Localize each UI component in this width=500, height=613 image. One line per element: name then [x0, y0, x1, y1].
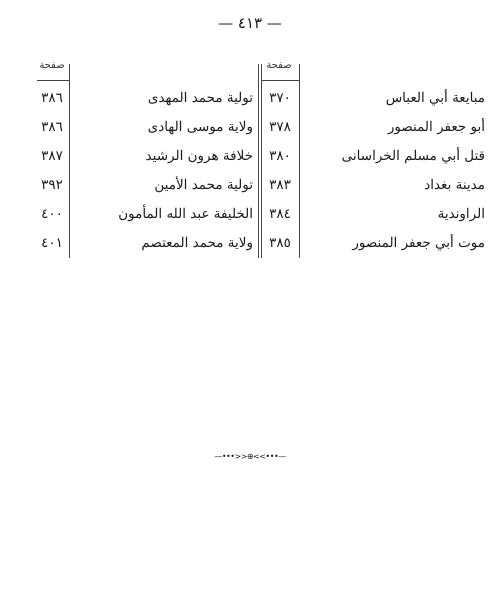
left-entry-title: ولاية موسى الهادى	[147, 119, 253, 135]
right-page-number: ٣٨٣	[269, 177, 291, 193]
header-rule-right	[261, 80, 299, 81]
left-page-number: ٣٨٦	[41, 90, 63, 106]
right-entry-title: موت أبي جعفر المنصور	[352, 235, 485, 251]
left-entry-title: ولاية محمد المعتصم	[141, 235, 253, 251]
right-entry-title: مدينة بغداد	[424, 177, 485, 193]
table-of-contents	[35, 60, 485, 260]
right-page-number: ٣٨٤	[269, 206, 291, 222]
left-page-number: ٤٠٠	[41, 206, 63, 222]
left-page-number: ٤٠١	[41, 235, 63, 251]
right-page-number: ٣٧٠	[269, 90, 291, 106]
left-entry-title: تولية محمد الأمين	[154, 177, 253, 193]
toc-row	[35, 119, 485, 147]
left-page-number: ٣٨٧	[41, 148, 63, 164]
right-page-number: ٣٧٨	[269, 119, 291, 135]
decorative-ornament: —•••>>⊕<<•••—	[214, 452, 286, 461]
header-rule-left	[37, 80, 69, 81]
toc-row	[35, 235, 485, 263]
left-entry-title: تولية محمد المهدى	[147, 90, 253, 106]
left-entry-title: الخليفة عبد الله المأمون	[118, 206, 253, 222]
left-entry-title: خلافة هرون الرشيد	[145, 148, 253, 164]
page-column-header-right: صفحة	[266, 60, 292, 71]
right-page-number: ٣٨٥	[269, 235, 291, 251]
right-entry-title: أبو جعفر المنصور	[387, 119, 485, 135]
right-entry-title: مبايعة أبي العباس	[385, 90, 485, 106]
right-entry-title: الراوندية	[437, 206, 485, 222]
right-entry-title: قتل أبي مسلم الخراسانى	[341, 148, 485, 164]
toc-row	[35, 90, 485, 118]
toc-row	[35, 177, 485, 205]
left-page-number: ٣٨٦	[41, 119, 63, 135]
left-page-number: ٣٩٢	[41, 177, 63, 193]
toc-row	[35, 148, 485, 176]
page-number: — ٤١٣ —	[218, 14, 282, 32]
page-column-header-left: صفحة	[39, 60, 65, 71]
toc-row	[35, 206, 485, 234]
right-page-number: ٣٨٠	[269, 148, 291, 164]
